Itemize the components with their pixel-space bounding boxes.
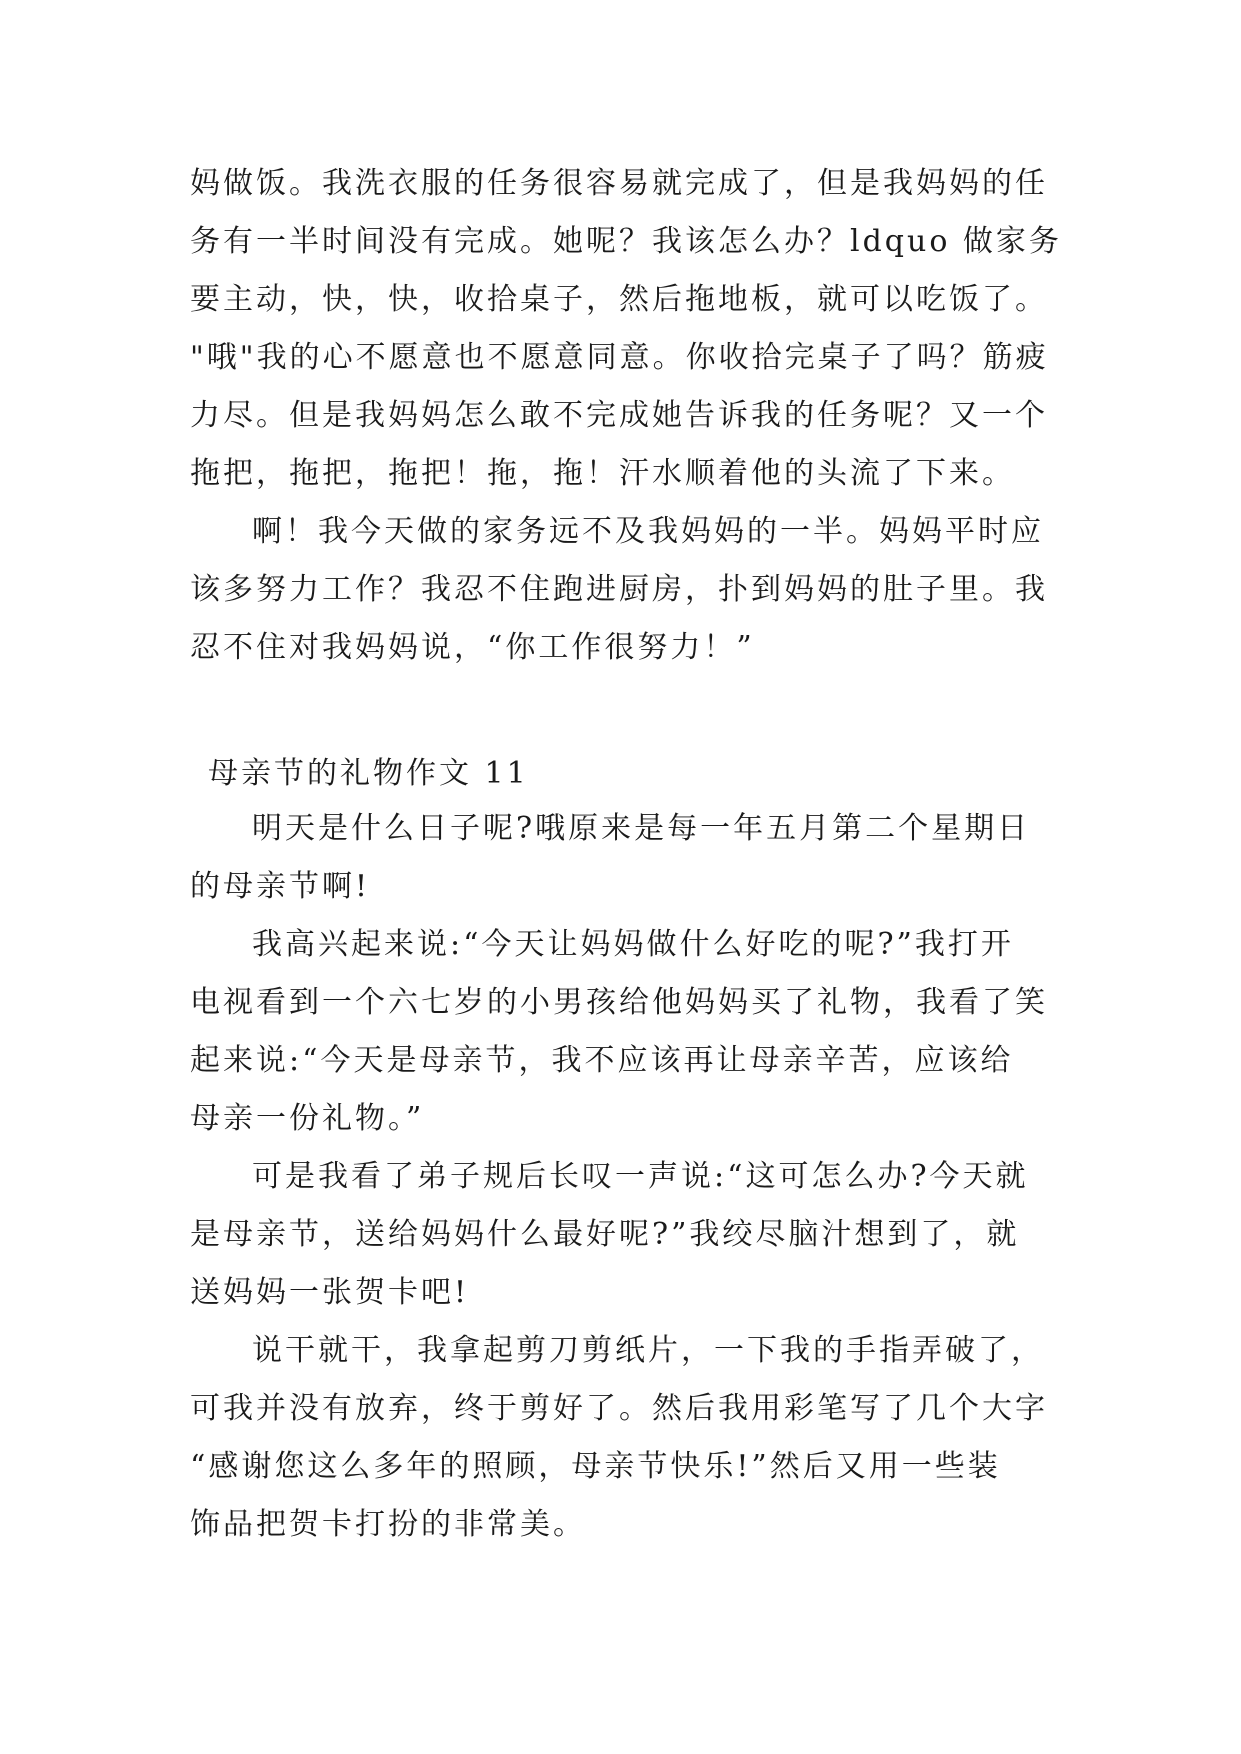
text-line: 的母亲节啊! <box>190 869 371 904</box>
essay-continuation <box>190 155 1070 677</box>
text-line: 可是我看了弟子规后长叹一声说:“这可怎么办?今天就 <box>252 1159 1029 1194</box>
text-line: "哦"我的心不愿意也不愿意同意。你收拾完桌子了吗？筋疲 <box>190 340 1049 375</box>
text-line: 母亲一份礼物。” <box>190 1101 425 1136</box>
text-line: 该多努力工作？我忍不住跑进厨房，扑到妈妈的肚子里。我 <box>190 572 1048 607</box>
text-line: 是母亲节，送给妈妈什么最好呢?”我绞尽脑汁想到了，就 <box>190 1217 1020 1252</box>
text-line: 我高兴起来说:“今天让妈妈做什么好吃的呢?”我打开 <box>252 927 1014 962</box>
text-line: 送妈妈一张贺卡吧! <box>190 1275 470 1310</box>
essay-body <box>190 800 1070 1554</box>
text-line: 要主动，快，快，收拾桌子，然后拖地板，就可以吃饭了。 <box>190 282 1048 317</box>
text-line: 可我并没有放弃，终于剪好了。然后我用彩笔写了几个大字 <box>190 1391 1048 1426</box>
text-line: 力尽。但是我妈妈怎么敢不完成她告诉我的任务呢？又一个 <box>190 398 1048 433</box>
text-line: “感谢您这么多年的照顾，母亲节快乐!”然后又用一些装 <box>190 1449 1001 1484</box>
text-line: 明天是什么日子呢?哦原来是每一年五月第二个星期日 <box>252 811 1031 846</box>
text-line: 啊！我今天做的家务远不及我妈妈的一半。妈妈平时应 <box>252 514 1044 549</box>
text-line: 电视看到一个六七岁的小男孩给他妈妈买了礼物，我看了笑 <box>190 985 1048 1020</box>
text-line: 拖把，拖把，拖把！拖，拖！汗水顺着他的头流了下来。 <box>190 456 1015 491</box>
text-line: 务有一半时间没有完成。她呢？我该怎么办？ldquo 做家务 <box>190 224 1062 259</box>
essay-title: 母亲节的礼物作文 11 <box>208 756 529 791</box>
text-line: 起来说:“今天是母亲节，我不应该再让母亲辛苦，应该给 <box>190 1043 1014 1078</box>
text-line: 妈做饭。我洗衣服的任务很容易就完成了，但是我妈妈的任 <box>190 166 1048 201</box>
text-line: 饰品把贺卡打扮的非常美。 <box>190 1507 586 1542</box>
text-line: 忍不住对我妈妈说，“你工作很努力！” <box>190 630 755 665</box>
text-line: 说干就干，我拿起剪刀剪纸片，一下我的手指弄破了， <box>252 1333 1044 1368</box>
